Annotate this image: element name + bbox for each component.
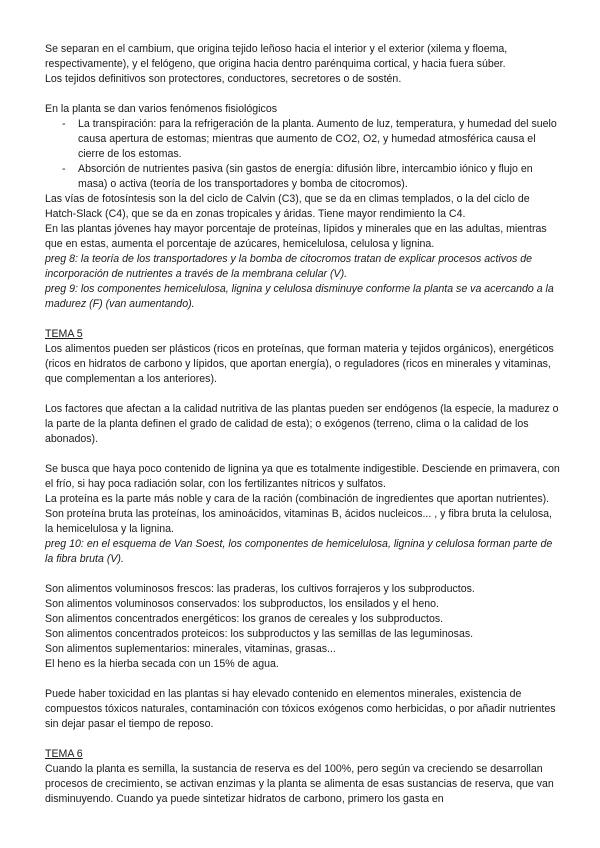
heading-tema-6: TEMA 6 [45,748,83,760]
paragraph-fotosintesis: Las vías de fotosíntesis son la del ciclo de Calvin (C3), que se da en climas templados, o la del ciclo de Hatch-Slack (C4), que se da en zonas tropicales y áridas. Tiene mayor rendimiento la C4. [45,193,530,220]
paragraph-proteina-bruta: Son proteína bruta las proteínas, los aminoácidos, vitaminas B, ácidos nucleicos... , y fibra bruta la celulosa, la hemicelulosa y la lignina. [45,508,552,535]
paragraph-cambium: Se separan en el cambium, que origina tejido leñoso hacia el interior y el exterior (xilema y floema, respectivamente), y el felógeno, que origina hacia dentro parénquima cortical, y hacia fuera súber. [45,43,508,70]
paragraph-semilla: Cuando la planta es semilla, la sustancia de reserva es del 100%, pero según va creciendo se desarrollan procesos de crecimiento, se activan enzimas y la planta se alimenta de esas sustancias de reserva, que van disminuyendo. Cuando ya puede sintetizar hidratos de carbono, primero los gasta en [45,763,554,805]
list-item-voluminosos-frescos: Son alimentos voluminosos frescos: las praderas, los cultivos forrajeros y los subproductos. [45,583,475,595]
paragraph-fenomenos-intro: En la planta se dan varios fenómenos fisiológicos [45,103,278,115]
bullet-dash: - [62,163,66,175]
document-body [45,42,560,807]
list-item-concentrados-proteicos: Son alimentos concentrados proteicos: los subproductos y las semillas de las leguminosas. [45,628,474,640]
bullet-list-fenomenos [45,117,560,192]
paragraph-factores-calidad: Los factores que afectan a la calidad nutritiva de las plantas pueden ser endógenos (la especie, la madurez o la parte de la planta definen el grado de calidad de esta); o exógenos (terreno, clima o la calidad de los abonados). [45,403,559,445]
list-item-heno: El heno es la hierba secada con un 15% de agua. [45,658,279,670]
bullet-text-absorcion: Absorción de nutrientes pasiva (sin gastos de energía: difusión libre, intercambio iónico y flujo en masa) o activa (teoría de los transportadores y bomba de citocromos). [78,163,533,190]
paragraph-proteina: La proteína es la parte más noble y cara de la ración (combinación de ingredientes que aportan nutrientes). [45,493,550,505]
paragraph-toxicidad: Puede haber toxicidad en las plantas si hay elevado contenido en elementos minerales, existencia de compuestos tóxicos naturales, contaminación con tóxicos exógenos como herbicidas, o por añadir nutrientes sin dejar pasar el tiempo de reposo. [45,688,556,730]
paragraph-lignina: Se busca que haya poco contenido de lignina ya que es totalmente indigestible. Desciende en primavera, con el frío, si hay poca radiación solar, con los fertilizantes nítricos y sulfatos. [45,463,560,490]
note-preg-10: preg 10: en el esquema de Van Soest, los componentes de hemicelulosa, lignina y celulosa forman parte de la fibra bruta (V). [45,538,553,565]
list-item-suplementarios: Son alimentos suplementarios: minerales, vitaminas, grasas... [45,643,336,655]
bullet-dash: - [62,118,66,130]
note-preg-9: preg 9: los componentes hemicelulosa, lignina y celulosa disminuye conforme la planta se va acercando a la madurez (F) (van aumentando). [45,283,554,310]
list-item [45,117,560,162]
note-preg-8: preg 8: la teoría de los transportadores y la bomba de citocromos tratan de explicar procesos activos de incorporación de nutrientes a través de la membrana celular (V). [45,253,532,280]
paragraph-tipos-alimentos: Los alimentos pueden ser plásticos (ricos en proteínas, que forman materia y tejidos orgánicos), energéticos (ricos en hidratos de carbono y lípidos, que aportan energía), o reguladores (ricos en minerales y vitaminas, que complementan a los anteriores). [45,343,554,385]
list-item-concentrados-energeticos: Son alimentos concentrados energéticos: los granos de cereales y los subproductos. [45,613,444,625]
heading-tema-5: TEMA 5 [45,328,83,340]
list-item-voluminosos-conservados: Son alimentos voluminosos conservados: los subproductos, los ensilados y el heno. [45,598,439,610]
bullet-text-transpiracion: La transpiración: para la refrigeración de la planta. Aumento de luz, temperatura, y humedad del suelo causa apertura de estomas; mientras que aumento de CO2, O2, y humedad atmosférica causa el cierre de los estomas. [78,118,557,160]
paragraph-plantas-jovenes: En las plantas jóvenes hay mayor porcentaje de proteínas, lípidos y minerales que en las adultas, mientras que en estas, aumenta el porcentaje de azúcares, hemicelulosa, celulosa y lignina. [45,223,547,250]
list-item [45,162,560,192]
paragraph-tejidos-definitivos: Los tejidos definitivos son protectores, conductores, secretores o de sostén. [45,73,402,85]
